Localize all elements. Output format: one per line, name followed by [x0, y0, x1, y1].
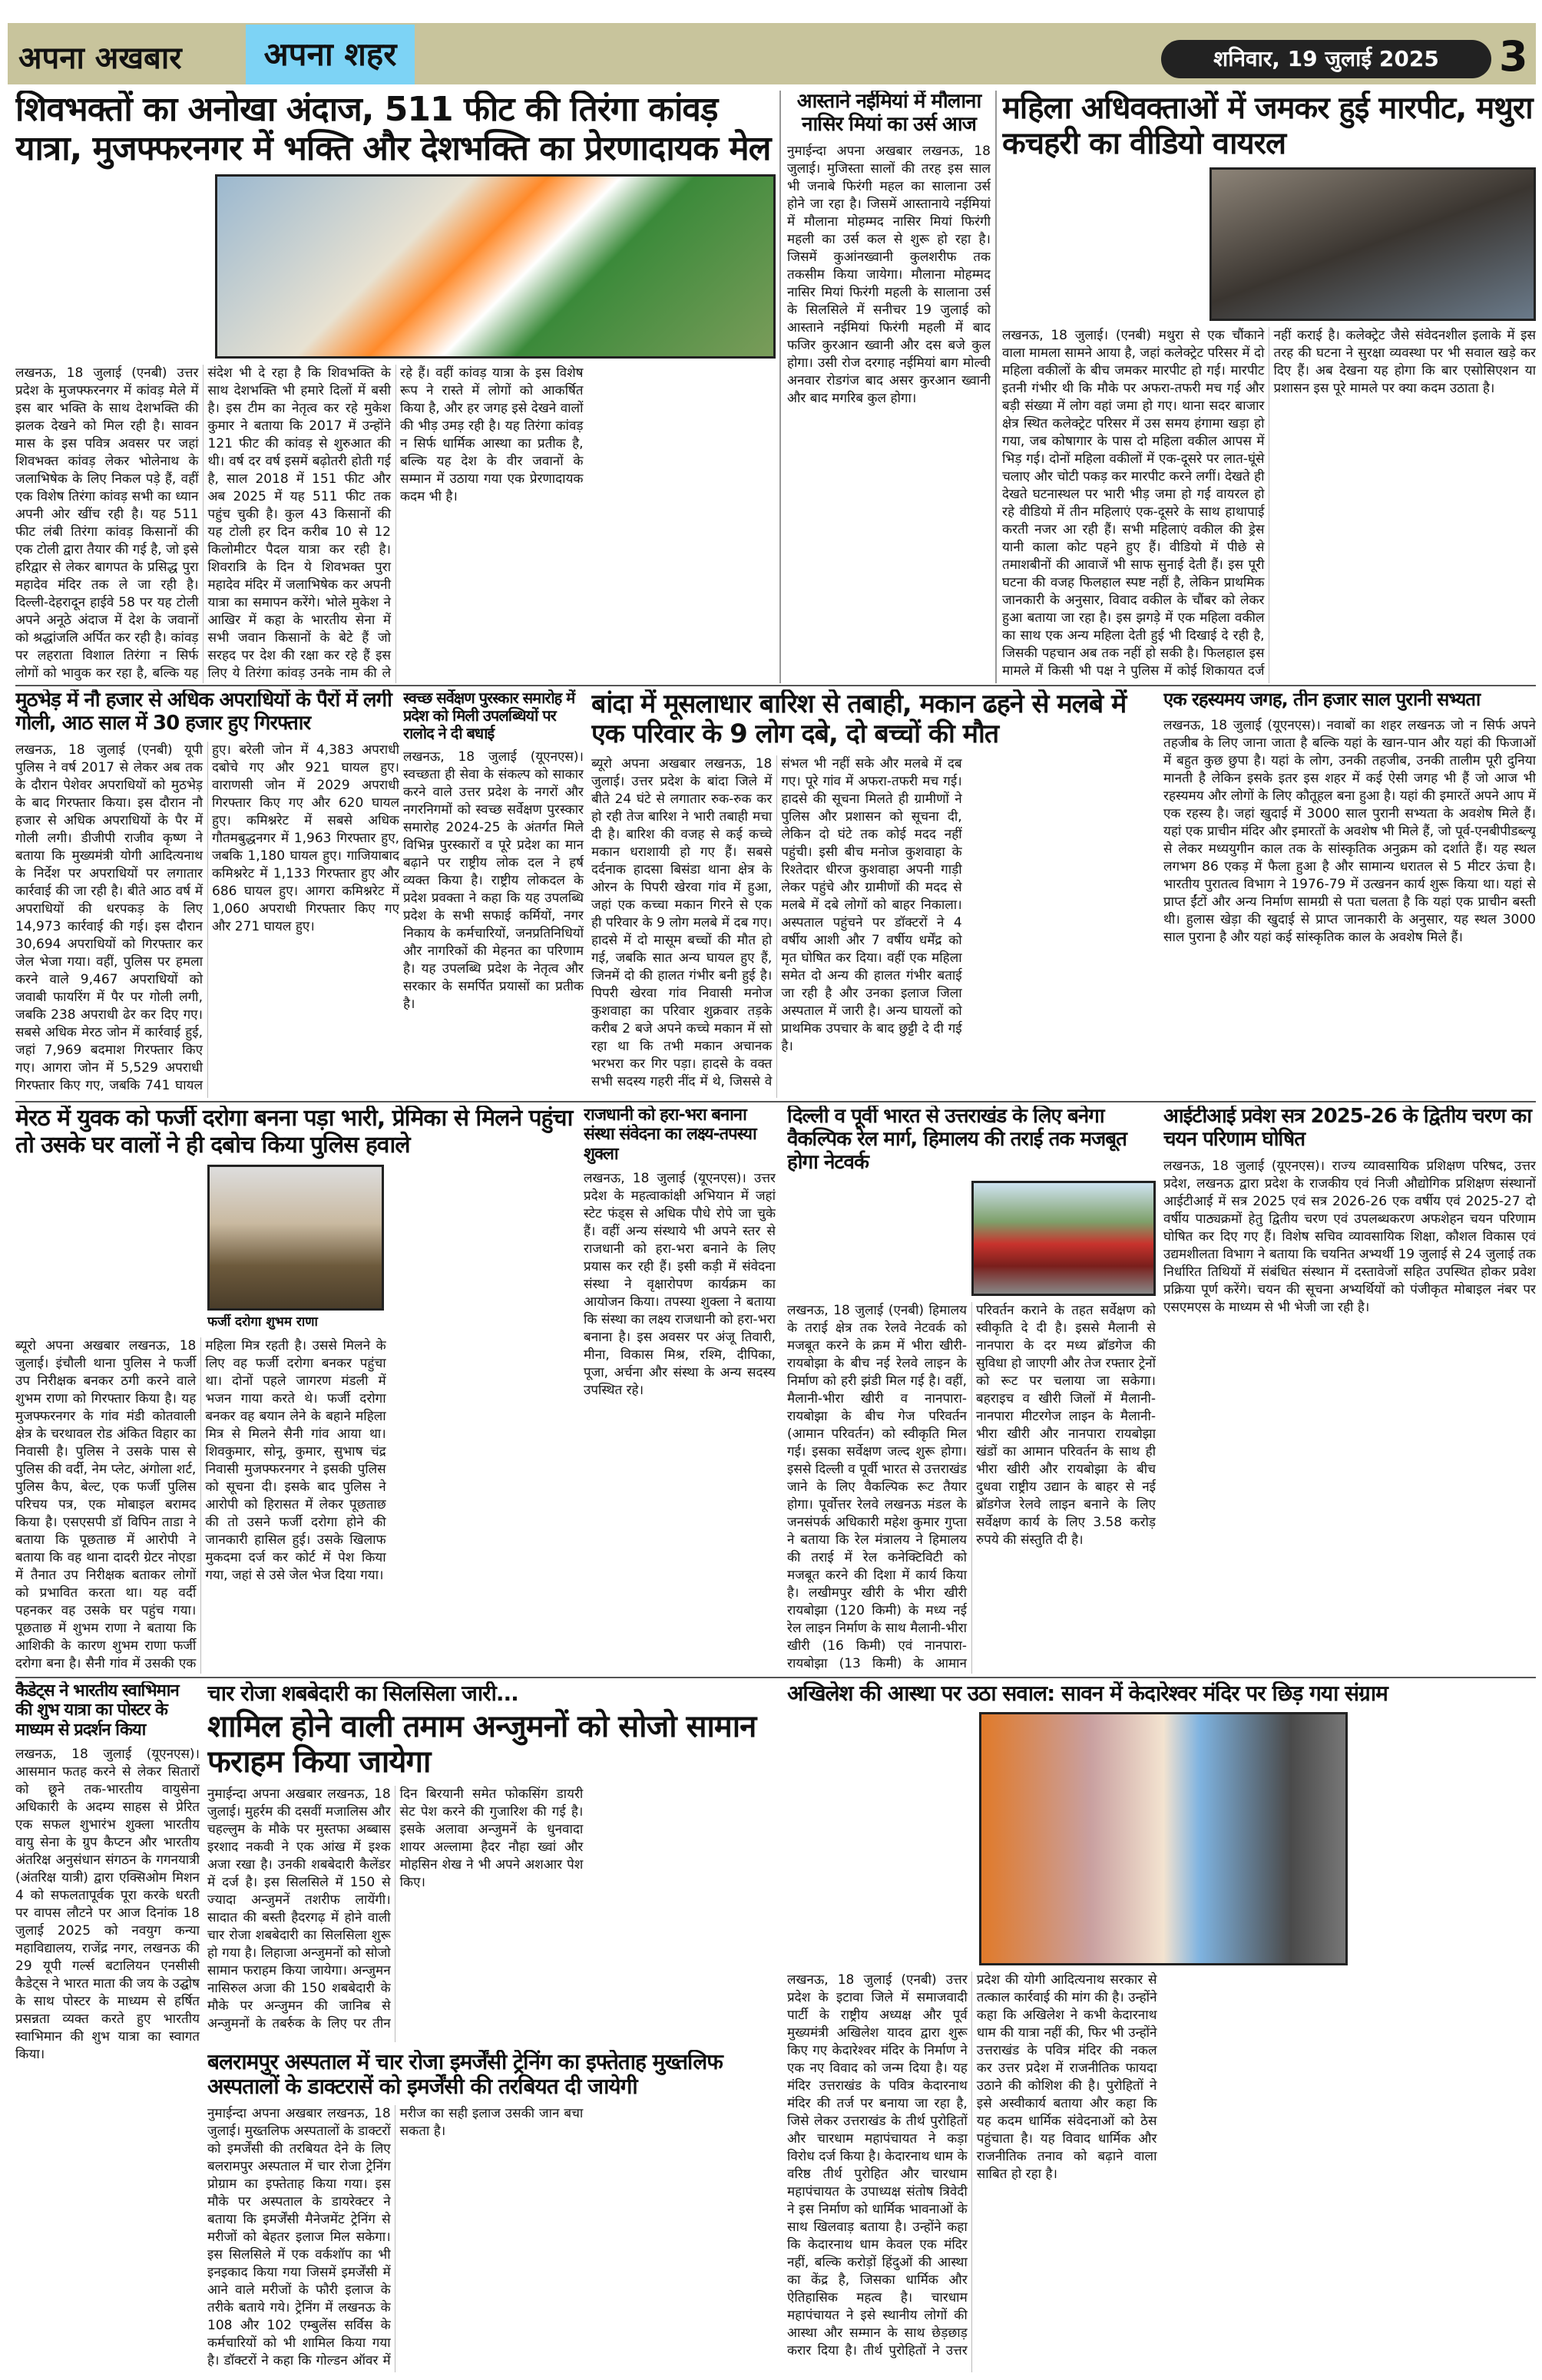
article-body: लखनऊ, 18 जुलाई (एनबी) उत्तर प्रदेश के मुजफ्फरनगर में कांवड़ मेले में इस बार भक्ति के साथ देशभक्ति की झलक देखने को मिल रही है। सावन मास के इस पवित्र अवसर पर जहां शिवभक्त कांवड़ लेकर भोलेनाथ के जलाभिषेक के लिए निकल पड़े हैं, वहीं एक विशेष तिरंगा कांवड़ सभी का ध्यान अपनी ओर खींच रही है। यह 511 फीट लंबी तिरंगा कांवड़ किसानों की एक टोली द्वारा तैयार की गई है, जो इसे हरिद्वार से लेकर बागपत के प्रसिद्ध पुरा महादेव मंदिर तक ले जा रही है। दिल्ली-देहरादून हाईवे 58 पर यह टोली अपने अनूठे अंदाज में देश के जवानों को श्रद्धांजलि अर्पित कर रही है। कांवड़ पर लहराता विशाल तिरंगा न सिर्फ लोगों को भावुक कर रहा है, बल्कि यह संदेश भी दे रहा है कि शिवभक्ति के साथ देशभक्ति भी हमारे दिलों में बसी है। इस टीम का नेतृत्व कर रहे मुकेश कुमार ने बताया कि 2017 में उन्होंने 121 फीट की कांवड़ से शुरुआत की थी। वर्ष दर वर्ष इसमें बढ़ोतरी होती गई है, साल 2018 में 151 फीट और अब 2025 में यह 511 फीट तक पहुंच चुकी है। कुल 43 किसानों की यह टोली हर दिन करीब 10 से 12 किलोमीटर पैदल यात्रा कर रही है। शिवरात्रि के दिन ये शिवभक्त पुरा महादेव मंदिर में जलाभिषेक कर अपनी यात्रा का समापन करेंगे। भोले मुकेश ने आखिर में कहा के भारतीय सेना में सभी जवान किसानों के बेटे हैं जो सरहद पर देश की रक्षा कर रहे हैं इस लिए ये तिरंगा कांवड़ उनके नाम की ले रहे हैं। वहीं कांवड़ यात्रा के इस विशेष रूप ने रास्ते में लोगों को आकर्षित किया है, और हर जगह इसे देखने वालों की भीड़ उमड़ रही है। यह तिरंगा कांवड़ न सिर्फ धार्मिक आस्था का प्रतीक है, बल्कि यह देश के वीर जवानों के सम्मान में उठाया गया एक प्रेरणादायक कदम भी है।: [15, 365, 584, 682]
article-banda: [591, 689, 1152, 1098]
article-body: ब्यूरो अपना अखबार लखनऊ, 18 जुलाई। उत्तर प्रदेश के बांदा जिले में बीते 24 घंटे से लगातार रुक-रुक कर हो रही तेज बारिश ने भारी तबाही मचा दी है। बारिश की वजह से कई कच्चे मकान धराशायी हो गए हैं। सबसे दर्दनाक हादसा बिसंडा थाना क्षेत्र के ओरन के पिपरी खेरवा गांव में हुआ, जहां एक कच्चा मकान गिरने से एक ही परिवार के 9 लोग मलबे में दब गए। हादसे में दो मासूम बच्चों की मौत हो गई, जबकि सात अन्य घायल हुए हैं, जिनमें दो की हालत गंभीर बनी हुई है। पिपरी खेरवा गांव निवासी मनोज कुशवाहा का परिवार शुक्रवार तड़के करीब 2 बजे अपने कच्चे मकान में सो रहा था कि तभी मकान अचानक भरभरा कर गिर पड़ा। हादसे के वक्त सभी सदस्य गहरी नींद में थे, जिससे वे संभल भी नहीं सके और मलबे में दब गए। पूरे गांव में अफरा-तफरी मच गई। हादसे की सूचना मिलते ही ग्रामीणों ने पुलिस और प्रशासन को सूचना दी, लेकिन दो घंटे तक कोई मदद नहीं पहुंची। इसी बीच मनोज कुशवाहा के रिश्तेदार धीरज कुशवाहा अपनी गाड़ी लेकर पहुंचे और ग्रामीणों की मदद से मलबे में दबे लोगों को बाहर निकाला। अस्पताल पहुंचने पर डॉक्टरों ने 4 वर्षीय आशी और 7 वर्षीय धर्मेंद्र को मृत घोषित कर दिया। वहीं एक महिला समेत दो अन्य की हालत गंभीर बताई जा रही है और उनका इलाज जिला अस्पताल में जारी है। अन्य घायलों को प्राथमिक उपचार के बाद छुट्टी दे दी गई है।: [591, 756, 962, 1090]
issue-date: शनिवार, 19 जुलाई 2025: [1161, 40, 1491, 78]
article-shabbedari: [207, 1681, 776, 2042]
headline: आस्ताने नईमियां में मौलाना नासिर मियां का उर्स आज: [796, 91, 981, 136]
article-akhilesh: [787, 1681, 1536, 2372]
photo-caption: फर्जी दरोगा शुभम राणा: [207, 1314, 318, 1330]
accused-photo: [207, 1165, 384, 1311]
accused-figure: [207, 1165, 384, 1331]
headline: दिल्ली व पूर्वी भारत से उत्तराखंड के लिए बनेगा वैकल्पिक रेल मार्ग, हिमालय की तराई तक मजबूत होगा नेटवर्क: [787, 1106, 1127, 1174]
train-photo: [971, 1181, 1156, 1296]
article-body: लखनऊ, 18 जुलाई (एनबी) हिमालय के तराई क्षेत्र तक रेलवे नेटवर्क को मजबूत करने के क्रम में भीरा खीरी-रायबोझा के बीच नई रेलवे लाइन के निर्माण को हरी झंडी मिल गई है। वहीं, मैलानी-भीरा खीरी व नानपारा-रायबोझा के बीच गेज परिवर्तन (आमान परिवर्तन) को स्वीकृति मिल गई। इसका सर्वेक्षण जल्द शुरू होगा। इससे दिल्ली व पूर्वी भारत से उत्तराखंड जाने के लिए वैकल्पिक रूट तैयार होगा। पूर्वोत्तर रेलवे लखनऊ मंडल के जनसंपर्क अधिकारी महेश कुमार गुप्ता ने बताया कि रेल मंत्रालय ने हिमालय की तराई में रेल कनेक्टिविटी को मजबूत करने की दिशा में कार्य किया है। लखीमपुर खीरी के भीरा खीरी रायबोझा (120 किमी) के मध्य नई रेल लाइन निर्माण के साथ मैलानी-भीरा खीरी (16 किमी) एवं नानपारा-रायबोझा (13 किमी) के आमान परिवर्तन कराने के तहत सर्वेक्षण को स्वीकृति दे दी है। इससे मैलानी से नानपारा के दर मध्य ब्रॉडगेज की सुविधा हो जाएगी और तेज रफ्तार ट्रेनों को रूट पर चलाया जा सकेगा। बहराइच व खीरी जिलों में मैलानी-नानपारा मीटरगेज लाइन के मैलानी-भीरा खीरी और नानपारा रायबोझा खंडों का आमान परिवर्तन के साथ ही भीरा खीरी और रायबोझा के बीच दुधवा राष्ट्रीय उद्यान के बाहर से नई ब्रॉडगेज रेलवे लाइन बनाने के लिए सर्वेक्षण कार्य के लिए 3.58 करोड़ रुपये की संस्तुति दी है।: [787, 1302, 1156, 1671]
article-body: लखनऊ, 18 जुलाई (एनबी) यूपी पुलिस ने वर्ष 2017 से लेकर अब तक के दौरान पेशेवर अपराधियों को मुठभेड़ के बाद गिरफ्तार किया। इस दौरान नौ हजार से अधिक अपराधियों के पैर में गोली लगी। डीजीपी राजीव कृष्ण ने बताया कि मुख्यमंत्री योगी आदित्यनाथ के निर्देश पर अपराधियों पर लगातार कार्रवाई की जा रही है। बीते आठ वर्ष में अपराधियों की धरपकड़ के लिए 14,973 कार्रवाई की गई। इस दौरान 30,694 अपराधियों को गिरफ्तार कर जेल भेजा गया। वहीं, पुलिस पर हमला करने वाले 9,467 अपराधियों को जवाबी फायरिंग में पैर पर गोली लगी, जबकि 238 अपराधी ढेर कर दिए गए। सबसे अधिक मेरठ जोन में कार्रवाई हुई, जहां 7,969 बदमाश गिरफ्तार किए गए। आगरा जोन में 5,529 अपराधी गिरफ्तार किए गए, जबकि 741 घायल हुए। बरेली जोन में 4,383 अपराधी दबोचे गए और 921 घायल हुए। वाराणसी जोन में 2029 अपराधी गिरफ्तार किए गए और 620 घायल हुए। कमिश्नरेट में सबसे अधिक गौतमबुद्धनगर में 1,963 गिरफ्तार हुए, जबकि 1,180 घायल हुए। गाजियाबाद कमिश्नरेट में 1,133 गिरफ्तार हुए और 686 घायल हुए। आगरा कमिश्नरेट में 1,060 अपराधी गिरफ्तार किए गए और 271 घायल हुए।: [15, 742, 399, 1093]
article-body-columns: [787, 1712, 1536, 2372]
column-rule: [779, 91, 781, 683]
article-body: ब्यूरो अपना अखबार लखनऊ, 18 जुलाई। इंचौली थाना पुलिस ने फर्जी उप निरीक्षक बनकर ठगी करने वाले शुभम राणा को गिरफ्तार किया है। यह मुजफ्फरनगर के गांव मंडी कोतवाली क्षेत्र के चरथावल रोड अंकित विहार का निवासी है। पुलिस ने उसके पास से पुलिस की वर्दी, नेम प्लेट, अंगोला शर्ट, पुलिस कैप, बेल्ट, एक फर्जी पुलिस परिचय पत्र, एक मोबाइल बरामद किया है। एसएसपी डॉ विपिन ताडा ने बताया कि पूछताछ में आरोपी ने बताया कि वह थाना दादरी ग्रेटर नोएडा में तैनात उप निरीक्षक बताकर लोगों को प्रभावित करता था। यह वर्दी पहनकर वह उसके घर पहुंच गया। पूछताछ में शुभम राणा ने बताया कि आशिकी के कारण शुभम राणा फर्जी दरोगा बना है। सैनी गांव में उसकी एक महिला मित्र रहती है। उससे मिलने के लिए वह फर्जी दरोगा बनकर पहुंचा था। दोनों पहले जागरण मंडली में भजन गाया करते थे। फर्जी दरोगा बनकर वह बयान लेने के बहाने महिला मित्र से मिलने सैनी गांव आया था। शिवकुमार, सोनू, कुमार, सुभाष चंद्र निवासी मुजफ्फरनगर ने इसकी पुलिस को सूचना दी। इसके बाद पुलिस ने आरोपी को हिरासत में लेकर पूछताछ की तो उसने फर्जी दरोगा होने की जानकारी हासिल हुई। उसके खिलाफ मुकदमा दर्ज कर कोर्ट में पेश किया गया, जहां से उसे जेल भेज दिया गया।: [15, 1338, 386, 1671]
akhilesh-temple-photo: [979, 1712, 1348, 1965]
headline: महिला अधिवक्ताओं में जमकर हुई मारपीट, मथुरा कचहरी का वीडियो वायरल: [1002, 91, 1533, 161]
article-rahasya: [1163, 689, 1536, 1098]
headline: एक रहस्यमय जगह, तीन हजार साल पुरानी सभ्यता: [1163, 689, 1481, 710]
row-divider: [15, 1677, 1536, 1678]
article-body: लखनऊ, 18 जुलाई (यूएनएस)। आसमान फतह करने से लेकर सितारों को छूने तक-भारतीय वायुसेना अधिकारी के अदम्य साहस से प्रेरित एक सफल शुभारंभ शुक्ला भारतीय वायु सेना के ग्रुप कैप्टन और भारतीय अंतरिक्ष अनुसंधान संगठन के गगनयात्री (अंतरिक्ष यात्री) द्वारा एक्सिओम मिशन 4 को सफलतापूर्वक पूरा करके धरती पर वापस लौटने पर आज दिनांक 18 जुलाई 2025 को नवयुग कन्या महाविद्यालय, राजेंद्र नगर, लखनऊ की 29 यूपी गर्ल्स बटालियन एनसीसी कैडेट्स ने भारत माता की जय के उद्घोष के साथ पोस्टर के माध्यम से हर्षित प्रसन्नता व्यक्त करते हुए भारतीय स्वाभिमान की शुभ यात्रा का स्वागत किया।: [15, 1746, 200, 2062]
section-title: अपना शहर: [246, 25, 415, 84]
newspaper-name: अपना अखबार: [18, 41, 182, 76]
headline: शामिल होने वाली तमाम अन्जुमनों को सोजो सामान फराहम किया जायेगा: [207, 1709, 756, 1780]
headline: मुठभेड़ में नौ हजार से अधिक अपराधियों के पैरों में लगी गोली, आठ साल में 30 हजार हुए गिरफ्तार: [15, 689, 392, 735]
article-kanwar: [15, 91, 776, 683]
article-urs: [787, 91, 991, 683]
article-rail: [787, 1106, 1156, 1674]
headline: स्वच्छ सर्वेक्षण पुरस्कार समारोह में प्रदेश को मिली उपलब्धियों पर रालोद ने दी बधाई: [403, 689, 575, 742]
headline: बांदा में मूसलाधार बारिश से तबाही, मकान ढहने से मलबे में एक परिवार के 9 लोग दबे, दो बच्चों की मौत: [591, 689, 1127, 750]
article-body: नुमाईन्दा अपना अखबार लखनऊ, 18 जुलाई। मुजिस्ता सालों की तरह इस साल भी जनाबे फिरंगी महल का सालाना उर्स होने जा रहा है। जिसमें आस्तानाये नईमियां में मौलाना मोहम्मद नासिर मियां फिरंगी महली का उर्स कल से शुरू हो रहा है। जिसमें कुआंनख्वानी कुलशरीफ तक तकसीम किया जायेगा। मौलाना मोहम्मद नासिर मियां फिरंगी महली के सालाना उर्स के सिलसिले में सनीचर 19 जुलाई को आस्ताने नईमियां फिरंगी महली में बाद फजिर कुरआन ख्वानी और दस बजे कुल होगा। उसी रोज दरगाह नईमियां बाग मोल्वी अनवार रोडगंज बाद असर कुरआन ख्वानी और बाद मगरिब कुल होगा।: [787, 143, 991, 406]
article-body: नुमाईन्दा अपना अखबार लखनऊ, 18 जुलाई। मुहर्रम की दसवीं मजालिस और चहल्लुम के मौके पर मुस्तफा अब्बास इरशाद नकवी ने एक आंख में इश्क अजा रखा है। उनकी शबबेदारी कैलेंडर में दर्ज है। इस सिलसिले में 150 से ज्यादा अन्जुमनें तशरीफ लायेंगी। सादात की बस्ती हैदरगढ़ में होने वाली चार रोजा शबबेदारी का सिलसिला शुरू हो गया है। लिहाजा अन्जुमनों को सोजो सामान फराहम किया जायेगा। अन्जुमन नासिरुल अजा की 150 शबबेदारी के मौके पर अन्जुमन की जानिब से अन्जुमनों के तबर्रुक के लिए पर तीन दिन बिरयानी समेत फोकसिंग डायरी सेट पेश करने की गुजारिश की गई है। इसके अलावा अन्जुमनें के धुनवादा शायर अल्लामा हैदर नौहा ख्वां और मोहसिन शेख ने भी अपने अशआर पेश किए।: [207, 1787, 584, 2032]
headline: मेरठ में युवक को फर्जी दरोगा बनना पड़ा भारी, प्रेमिका से मिलने पहुंचा तो उसके घर वालों ने ही दबोच किया पुलिस हवाले: [15, 1106, 573, 1159]
article-swachh: [403, 689, 584, 1098]
article-body: लखनऊ, 18 जुलाई (यूएनएस)। राज्य व्यावसायिक प्रशिक्षण परिषद, उत्तर प्रदेश, लखनऊ द्वारा प्रदेश के राजकीय एवं निजी औद्योगिक प्रशिक्षण संस्थानों आईटीआई में सत्र 2025 एवं सत्र 2026-26 एक वर्षीय एवं 2025-27 दो वर्षीय पाठ्यक्रमों हेतु द्वितीय चरण एवं उपलब्धकरण अफशेहन चयन परिणाम घोषित कर दिए गए हैं। विशेष सचिव व्यावसायिक शिक्षा, कौशल विकास एवं उद्यमशीलता विभाग ने बताया कि चयनित अभ्यर्थी 19 जुलाई से 24 जुलाई तक निर्धारित तिथियों में संबंधित संस्थान में दस्तावेजों सहित उपस्थित होकर प्रवेश प्रक्रिया पूर्ण करेंगे। चयन की सूचना अभ्यर्थियों को पंजीकृत मोबाइल नंबर पर एसएमएस के माध्यम से भी भेजी जा रही है।: [1163, 1158, 1536, 1315]
headline: अखिलेश की आस्था पर उठा सवाल: सावन में केदारेश्वर मंदिर पर छिड़ गया संग्राम: [787, 1681, 1388, 1706]
kicker: चार रोजा शबबेदारी का सिलसिला जारी...: [207, 1681, 518, 1706]
article-mathura: [1002, 91, 1536, 683]
headline: शिवभक्तों का अनोखा अंदाज, 511 फीट की तिरंगा कांवड़ यात्रा, मुजफ्फरनगर में भक्ति और देशभक्ति का प्रेरणादायक मेल: [15, 91, 771, 168]
headline: कैडेट्स ने भारतीय स्वाभिमान की शुभ यात्रा का पोस्टर के माध्यम से प्रदर्शन किया: [15, 1681, 179, 1740]
article-body: लखनऊ, 18 जुलाई। (एनबी) मथुरा से एक चौंकाने वाला मामला सामने आया है, जहां कलेक्ट्रेट परिसर में दो महिला वकीलों के बीच जमकर मारपीट हो गई। मारपीट इतनी गंभीर थी कि मौके पर अफरा-तफरी मच गई और बड़ी संख्या में लोग वहां जमा हो गए। थाना सदर बाजार क्षेत्र स्थित कलेक्ट्रेट परिसर में उस समय हंगामा खड़ा हो गया, जब कोषागार के पास दो महिला वकील आपस में भिड़ गई। दोनों महिला वकीलों में एक-दूसरे पर लात-घूंसे चलाए और चोटी पकड़ कर मारपीट करने लगीं। देखते ही देखते घटनास्थल पर भारी भीड़ जमा हो गई वायरल हो रहे वीडियो में तीन महिलाएं एक-दूसरे के साथ हाथापाई करती नजर आ रही हैं। सभी महिलाएं वकील की ड्रेस यानी काला कोट पहने हुए हैं। वीडियो में पीछे से तमाशबीनों की आवाजें भी साफ सुनाई देती हैं। इस पूरी घटना की वजह फिलहाल स्पष्ट नहीं है, लेकिन प्राथमिक जानकारी के अनुसार, विवाद वकील के चौंबर को लेकर हुआ बताया जा रहा है। इस झगड़े में एक महिला वकील का साथ एक अन्य महिला देती हुई भी दिखाई दे रही है, जिसकी पहचान अब तक नहीं हो सकी है। फिलहाल इस मामले में किसी भी पक्ष ने पुलिस में कोई शिकायत दर्ज नहीं कराई है। कलेक्ट्रेट जैसे संवेदनशील इलाके में इस तरह की घटना ने सुरक्षा व्यवस्था पर भी सवाल खड़े कर दिए हैं। अब देखना यह होगा कि बार एसोसिएशन या प्रशासन इस पूरे मामले पर क्या कदम उठाता है।: [1002, 328, 1536, 679]
row-divider: [15, 1101, 1536, 1102]
article-body: नुमाईन्दा अपना अखबार लखनऊ, 18 जुलाई। मुख्तलिफ अस्पतालों के डाक्टरों को इमर्जेंसी की तरबियत देने के लिए बलरामपुर अस्पताल में चार रोजा ट्रेनिंग प्रोग्राम का इफ्तेताह किया गया। इस मौके पर अस्पताल के डायरेक्टर ने बताया कि इमर्जेंसी मैनेजमेंट ट्रेनिंग से मरीजों को बेहतर इलाज मिल सकेगा। इस सिलसिले में एक वर्कशॉप का भी इनइकाद किया गया जिसमें इमर्जेंसी में आने वाले मरीजों के फौरी इलाज के तरीके बताये गये। ट्रेनिंग में लखनऊ के 108 और 102 एम्बुलेंस सर्विस के कर्मचारियों को भी शामिल किया गया है। डॉक्टरों ने कहा कि गोल्डन ऑवर में मरीज का सही इलाज उसकी जान बचा सकता है।: [207, 2106, 584, 2369]
article-body: लखनऊ, 18 जुलाई (यूएनएस)। उत्तर प्रदेश के महत्वाकांक्षी अभियान में जहां स्टेट फंड्स से अधिक पौधे रोपे जा चुके हैं। वहीं अन्य संस्थाये भी अपने स्तर से राजधानी को हरा-भरा बनाने के लिए प्रयास कर रही हैं। इसी कड़ी में संवेदना संस्था ने वृक्षारोपण कार्यक्रम का आयोजन किया। तपस्या शुक्ला ने बताया कि संस्था का लक्ष्य राजधानी को हरा-भरा बनाना है। इस अवसर पर अंजू तिवारी, मीना, विकास मिश्र, रश्मि, दीपिका, पूजा, अर्चना और संस्था के अन्य सदस्य उपस्थित रहे।: [584, 1170, 776, 1398]
article-body-columns: [787, 1181, 1156, 1674]
article-body-columns: [15, 1165, 576, 1674]
kanwar-photo: [215, 174, 776, 359]
article-body-columns: [1002, 167, 1536, 683]
article-kaimal: [15, 1681, 200, 2372]
headline: राजधानी को हरा-भरा बनाना संस्था संवेदना का लक्ष्य-तपस्या शुक्ला: [584, 1106, 756, 1164]
headline: आईटीआई प्रवेश सत्र 2025-26 के द्वितीय चरण का चयन परिणाम घोषित: [1163, 1106, 1532, 1151]
article-body: लखनऊ, 18 जुलाई (यूएनएस)। स्वच्छता ही सेवा के संकल्प को साकार करने वाले उत्तर प्रदेश के नगरों और नगरनिगमों को स्वच्छ सर्वेक्षण पुरस्कार समारोह 2024-25 के अंतर्गत मिले विभिन्न पुरस्कारों व पूरे प्रदेश का मान बढ़ाने पर राष्ट्रीय लोक दल ने हर्ष व्यक्त किया है। राष्ट्रीय लोकदल के प्रदेश प्रवक्ता ने कहा कि यह उपलब्धि प्रदेश के सभी सफाई कर्मियों, नगर निकाय के कर्मचारियों, जनप्रतिनिधियों और नागरिकों की मेहनत का परिणाम है। यह उपलब्धि प्रदेश के नेतृत्व और सरकार के समर्पित प्रयासों का प्रतीक है।: [403, 749, 584, 1012]
article-rajdhani: [584, 1106, 776, 1674]
mathura-video-still: [1209, 167, 1536, 321]
article-body-columns: [15, 174, 776, 683]
article-body: लखनऊ, 18 जुलाई (यूएनएस)। नवाबों का शहर लखनऊ जो न सिर्फ अपने तहजीब के लिए जाना जाता है बल्कि यहां के खान-पान और यहां की फिजाओं में बहुत कुछ छुपा है। यहां के लोग, उनकी तहजीब, उनकी तालीम पूरी दुनिया मानती है लेकिन इसके इतर इस शहर में कई ऐसी जगह भी हैं जो आज भी रहस्यमय और लोगों के लिए कौतूहल बना हुआ है। यहां की इमारतें अपने आप में एक रहस्य है। जहां खुदाई में 3000 साल पुरानी सभ्यता के अवशेष मिले हैं। यहां एक प्राचीन मंदिर और इमारतों के अवशेष भी मिले हैं, जो पूर्व-एनबीपीडब्ल्यू से लेकर मध्ययुगीन काल तक के सांस्कृतिक अनुक्रम को दर्शाते हैं। यह स्थल लगभग 86 एकड़ में फैला हुआ है और सामान्य धरातल से 5 मीटर ऊंचा है। भारतीय पुरातत्व विभाग ने 1976-79 में उत्खनन कार्य शुरू किया था। यहां से प्राप्त ईंटों और अन्य निर्माण सामग्री से पता चलता है कि यहां एक प्राचीन बस्ती थी। हुलास खेड़ा की खुदाई से प्राप्त जानकारी के अनुसार, यह स्थल 3000 साल पुराना है और यहां कई सांस्कृतिक काल के अवशेष मिले हैं।: [1163, 717, 1536, 945]
row-divider: [15, 685, 1536, 686]
article-body: लखनऊ, 18 जुलाई (एनबी) उत्तर प्रदेश के इटावा जिले में समाजवादी पार्टी के राष्ट्रीय अध्यक्ष और पूर्व मुख्यमंत्री अखिलेश यादव द्वारा शुरू किए गए केदारेश्वर मंदिर के निर्माण ने एक नए विवाद को जन्म दिया है। यह मंदिर उत्तराखंड के पवित्र केदारनाथ मंदिर की तर्ज पर बनाया जा रहा है, जिसे लेकर उत्तराखंड के तीर्थ पुरोहितों और चारधाम महापंचायत ने कड़ा विरोध दर्ज किया है। केदारनाथ धाम के वरिष्ठ तीर्थ पुरोहित और चारधाम महापंचायत के उपाध्यक्ष संतोष त्रिवेदी ने इस निर्माण को धार्मिक भावनाओं के साथ खिलवाड़ बताया है। उन्होंने कहा कि केदारनाथ धाम केवल एक मंदिर नहीं, बल्कि करोड़ों हिंदुओं की आस्था का केंद्र है, जिसका धार्मिक और ऐतिहासिक महत्व है। चारधाम महापंचायत ने इसे स्थानीय लोगों की आस्था और सम्मान के साथ छेड़छाड़ करार दिया है। तीर्थ पुरोहितों ने उत्तर प्रदेश की योगी आदित्यनाथ सरकार से तत्काल कार्रवाई की मांग की है। उन्होंने कहा कि अखिलेश ने कभी केदारनाथ धाम की यात्रा नहीं की, फिर भी उन्होंने उत्तराखंड के पवित्र मंदिर की नकल कर उत्तर प्रदेश में राजनीतिक फायदा उठाने की कोशिश की है। पुरोहितों ने इसे अस्वीकार्य बताया और कहा कि यह कदम धार्मिक संवेदनाओं को ठेस पहुंचाता है। यह विवाद धार्मिक और राजनीतिक तनाव को बढ़ाने वाला साबित हो रहा है।: [787, 1972, 1157, 2359]
article-iti: [1163, 1106, 1536, 1674]
headline: बलरामपुर अस्पताल में चार रोजा इमर्जेंसी ट्रेनिंग का इफ्तेताह मुख्तलिफ अस्पतालों के डाक्टरासें को इमर्जेंसी की तरबियत दी जायेगी: [207, 2050, 723, 2100]
article-meerut: [15, 1106, 576, 1674]
page-number: 3: [1499, 32, 1528, 81]
column-rule: [995, 91, 997, 683]
article-balrampur: [207, 2050, 776, 2372]
article-encounter: [15, 689, 399, 1098]
